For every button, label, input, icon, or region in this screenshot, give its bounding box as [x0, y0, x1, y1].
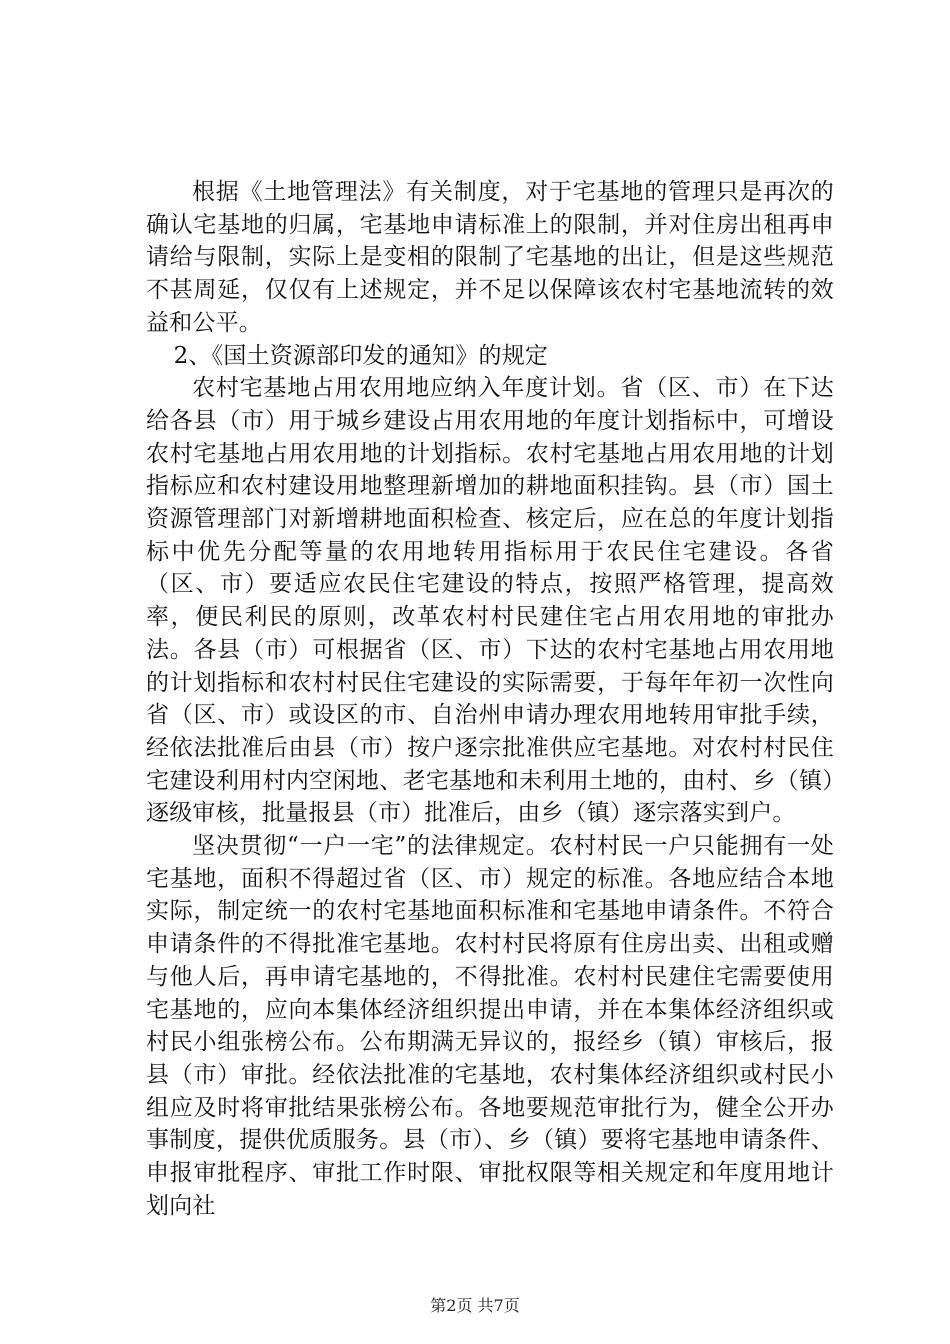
paragraph-annual-plan: 农村宅基地占用农用地应纳入年度计划。省（区、市）在下达给各县（市）用于城乡建设占用农用地的年度计划指标中，可增设农村宅基地占用农用地的计划指标。农村宅基地占用农用地的计划指标应和农村建设用地整理新增加的耕地面积挂钩。县（市）国土资源管理部门对新增耕地面积检查、核定后，应在总的年度计划指标中优先分配等量的农用地转用指标用于农民住宅建设。各省（区、市）要适应农民住宅建设的特点，按照严格管理，提高效率，便民利民的原则，改革农村村民建住宅占用农用地的审批办法。各县（市）可根据省（区、市）下达的农村宅基地占用农用地的计划指标和农村村民住宅建设的实际需要，于每年年初一次性向省（区、市）或设区的市、自治州申请办理农用地转用审批手续，经依法批准后由县（市）按户逐宗批准供应宅基地。对农村村民住宅建设利用村内空闲地、老宅基地和未利用土地的，由村、乡（镇）逐级审核，批量报县（市）批准后，由乡（镇）逐宗落实到户。 [146, 375, 834, 827]
paragraph-land-management-law: 根据《土地管理法》有关制度，对于宅基地的管理只是再次的确认宅基地的归属，宅基地申请标准上的限制，并对住房出租再申请给与限制，实际上是变相的限制了宅基地的出让，但是这些规范不甚周延，仅仅有上述规定，并不足以保障该农村宅基地流转的效益和公平。 [146, 179, 834, 336]
section-heading: 2、《国土资源部印发的通知》的规定 [173, 342, 549, 369]
page-footer: 第2页 共7页 [430, 1296, 520, 1315]
document-body [146, 176, 834, 1223]
paragraph-one-household-one-homestead: 坚决贯彻“一户一宅”的法律规定。农村村民一户只能拥有一处宅基地，面积不得超过省（区、市）规定的标准。各地应结合本地实际，制定统一的农村宅基地面积标准和宅基地申请条件。不符合申请条件的不得批准宅基地。农村村民将原有住房出卖、出租或赠与他人后，再申请宅基地的，不得批准。农村村民建住宅需要使用宅基地的，应向本集体经济组织提出申请，并在本集体经济组织或村民小组张榜公布。公布期满无异议的，报经乡（镇）审核后，报县（市）审批。经依法批准的宅基地，农村集体经济组织或村民小组应及时将审批结果张榜公布。各地要规范审批行为，健全公开办事制度，提供优质服务。县（市）、乡（镇）要将宅基地申请条件、申报审批程序、审批工作时限、审批权限等相关规定和年度用地计划向社 [146, 833, 834, 1219]
